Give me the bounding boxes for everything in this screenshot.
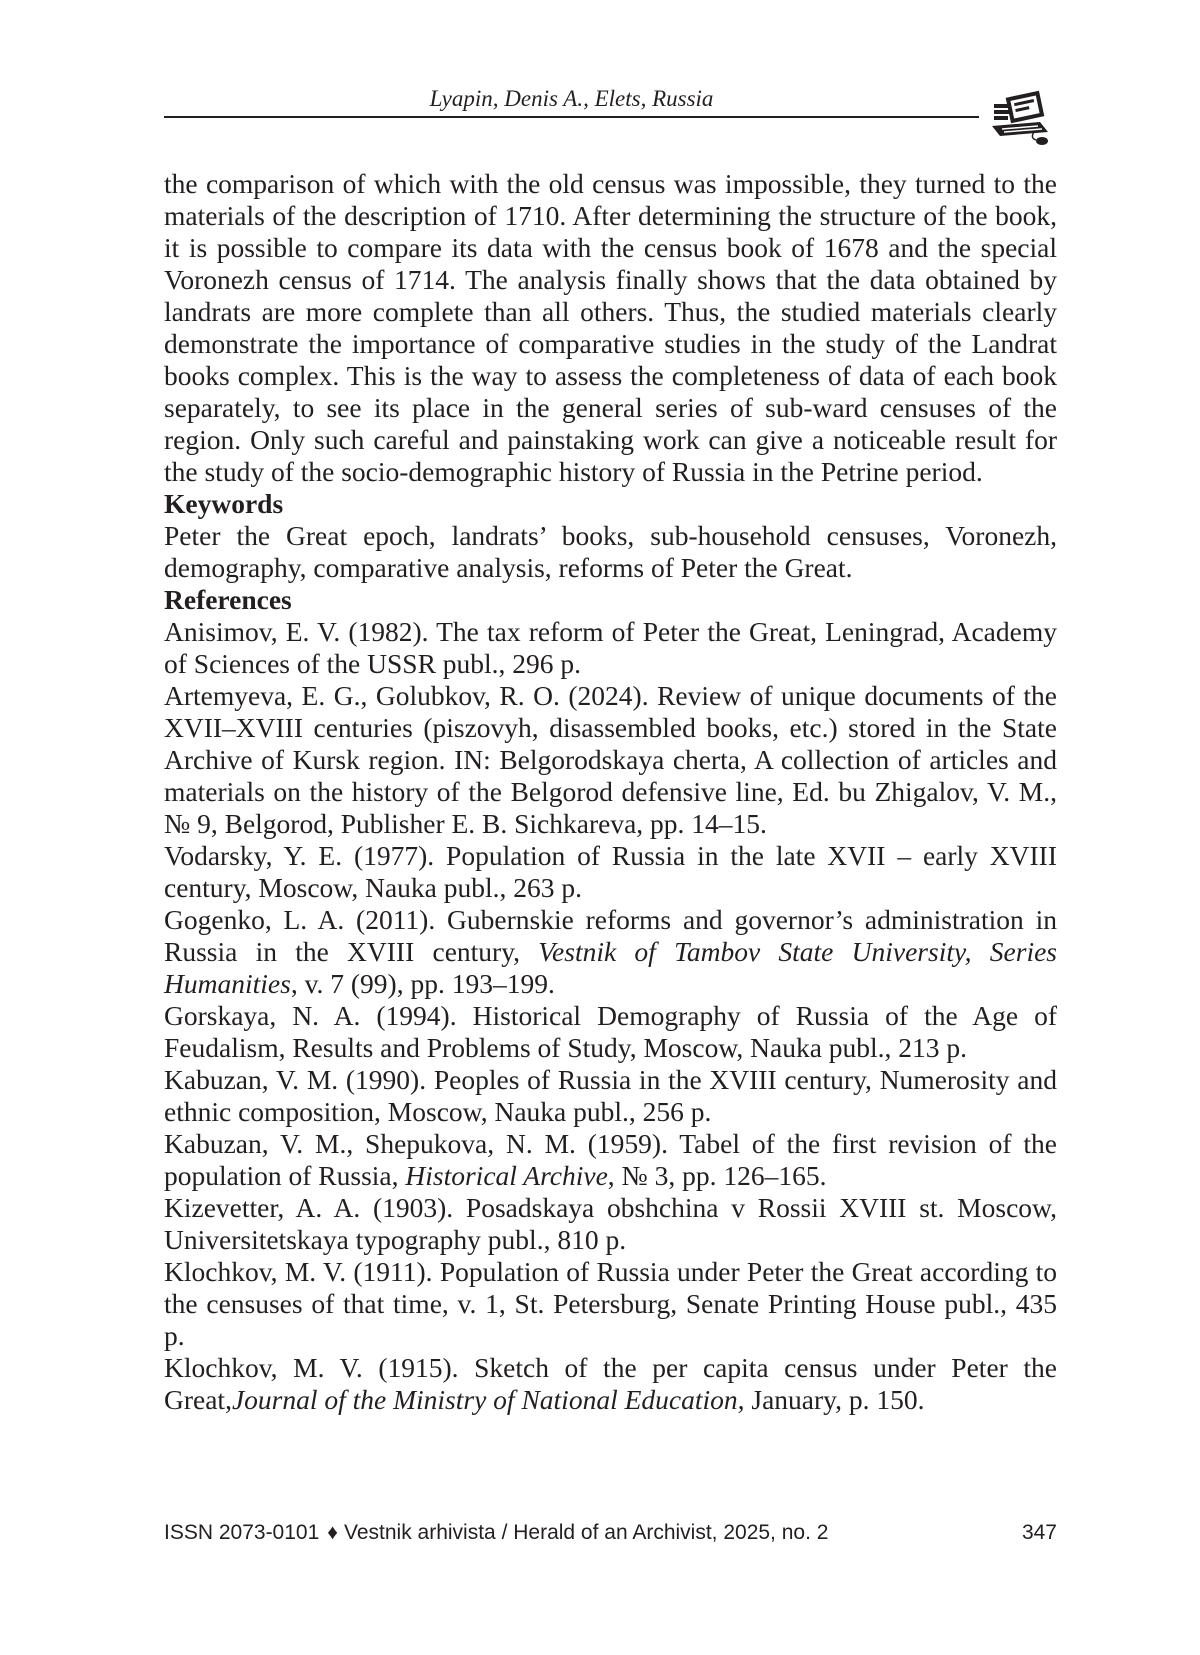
journal-title: Vestnik arhivista / Herald of an Archivist, 2025, no. 2	[344, 1521, 829, 1544]
references-heading: References	[164, 584, 292, 615]
abstract-continuation: the comparison of which with the old census was impossible, they turned to the materials of the description of 1710. After determining the structure of the book, it is possible to compare its data with the census book of 1678 and the special Voronezh census of 1714. The analysis finally shows that the data obtained by landrats are more complete than all others. Thus, the studied materials clearly demonstrate the importance of comparative studies in the study of the Landrat books complex. This is the way to assess the completeness of data of each book separately, to see its place in the general series of sub-ward censuses of the region. Only such careful and painstaking work can give a noticeable result for the study of the socio-demographic history of Russia in the Petrine period.	[164, 168, 1057, 487]
keywords-heading: Keywords	[164, 488, 284, 519]
reference-item: Kabuzan, V. M., Shepukova, N. M. (1959). Tabel of the first revision of the population of Russia, Historical Archive, № 3, pp. 126–165.	[164, 1128, 1057, 1191]
keywords-text: Peter the Great epoch, landrats’ books, sub-household censuses, Voronezh, demography, comparative analysis, reforms of Peter the Great.	[164, 520, 1057, 583]
diamond-separator-icon: ♦	[327, 1521, 338, 1544]
running-head: Lyapin, Denis A., Elets, Russia	[429, 86, 714, 111]
reference-item: Klochkov, M. V. (1911). Population of Russia under Peter the Great according to the censuses of that time, v. 1, St. Petersburg, Senate Printing House publ., 435 p.	[164, 1256, 1057, 1351]
reference-item: Gogenko, L. A. (2011). Gubernskie reforms and governor’s administration in Russia in the XVIII century, Vestnik of Tambov State University, Series Humanities, v. 7 (99), pp. 193–199.	[164, 904, 1057, 999]
issn: ISSN 2073-0101	[164, 1521, 320, 1544]
reference-item: Kizevetter, A. A. (1903). Posadskaya obshchina v Rossii XVIII st. Moscow, Universitetskaya typography publ., 810 p.	[164, 1192, 1057, 1255]
computer-icon	[990, 88, 1054, 148]
reference-item: Artemyeva, E. G., Golubkov, R. O. (2024). Review of unique documents of the XVII–XVIII centuries (piszovyh, disassembled books, etc.) stored in the State Archive of Kursk region. IN: Belgorodskaya cherta, A collection of articles and materials on the history of the Belgorod defensive line, Ed. bu Zhigalov, V. M., № 9, Belgorod, Publisher E. B. Sichkareva, pp. 14–15.	[164, 680, 1057, 839]
reference-item: Klochkov, M. V. (1915). Sketch of the per capita census under Peter the Great,Journal of the Ministry of National Education, January, p. 150.	[164, 1352, 1057, 1415]
reference-item: Anisimov, E. V. (1982). The tax reform of Peter the Great, Leningrad, Academy of Sciences of the USSR publ., 296 p.	[164, 616, 1057, 679]
header-rule	[164, 116, 979, 118]
reference-item: Kabuzan, V. M. (1990). Peoples of Russia in the XVIII century, Numerosity and ethnic composition, Moscow, Nauka publ., 256 p.	[164, 1064, 1057, 1127]
journal-info	[164, 1520, 828, 1546]
article-body	[164, 168, 1057, 1416]
reference-item: Gorskaya, N. A. (1994). Historical Demography of Russia of the Age of Feudalism, Results and Problems of Study, Moscow, Nauka publ., 213 p.	[164, 1000, 1057, 1063]
page-number: 347	[1021, 1521, 1057, 1544]
reference-item: Vodarsky, Y. E. (1977). Population of Russia in the late XVII – early XVIII century, Moscow, Nauka publ., 263 p.	[164, 840, 1057, 903]
